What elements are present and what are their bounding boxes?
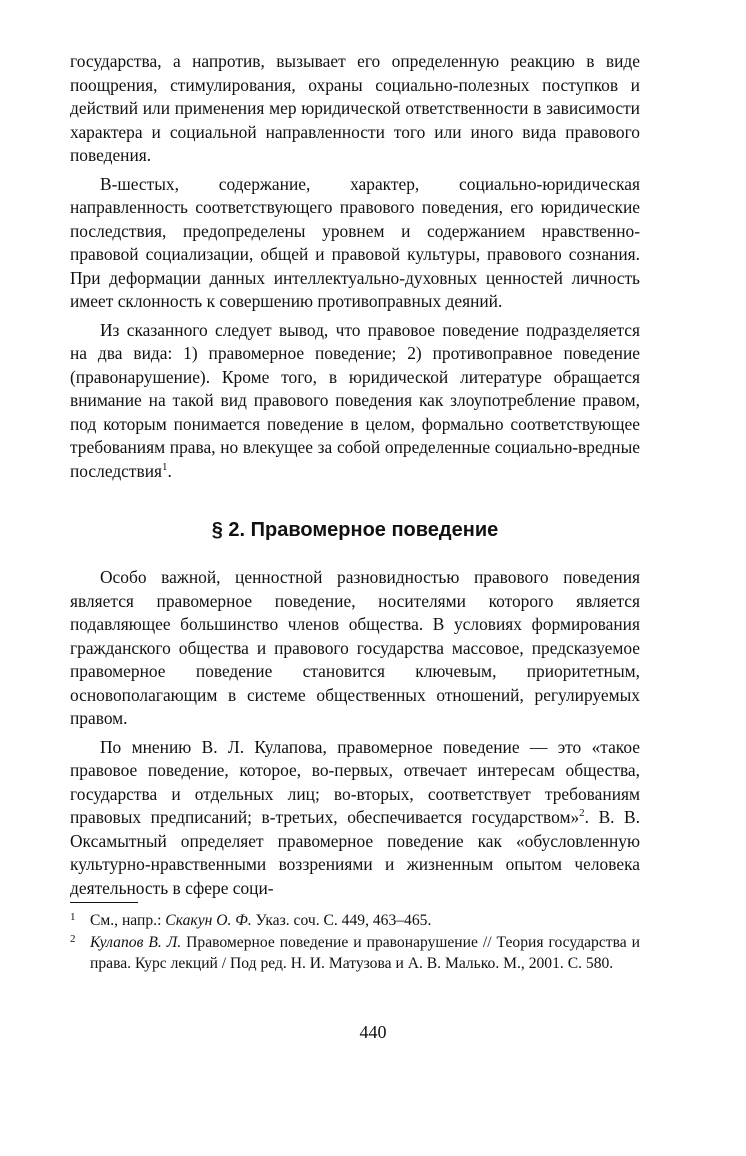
footnote-ref-2: 2 — [579, 807, 585, 820]
paragraph-2: В-шестых, содержание, характер, социально-юридическая направленность соответствующего правового поведения, его юридические последствия, предопределены уровнем и содержанием нравственно-правовой социализации, общей и правовой культуры, правового сознания. При деформации данных интеллектуально-духовных ценностей личность имеет склонность к совершению противоправных деяний. — [70, 173, 640, 311]
footnote-author: Кулапов В. Л. — [90, 933, 182, 951]
paragraph-5-text-a: По мнению В. Л. Кулапова, правомерное поведение — это «такое правовое поведение, которое, во-первых, отвечает интересам общества, государства и отдельных лиц; во-вторых, соответствует требованиям правовых предписаний; в-третьих, обеспечивается государством» — [70, 736, 640, 827]
paragraph-3-text: Из сказанного следует вывод, что правовое поведение подразделяется на два вида: 1) правомерное поведение; 2) противоправное поведение (правонарушение). Кроме того, в юридической литературе обращается внимание на такой вид правового поведения как злоупотребление правом, под которым понимается поведение в целом, формально соответствующее требованиям права, но влекущее за собой определенные социально-вредные последствия — [70, 319, 640, 481]
paragraph-5 — [70, 736, 640, 901]
footnote-1 — [70, 910, 640, 932]
footnote-2 — [70, 932, 640, 975]
footnote-author: Скакун О. Ф. — [165, 912, 252, 929]
footnote-divider — [70, 902, 138, 903]
paragraph-5-text-b: . В. В. Оксамытный определяет правомерное поведение как «обусловленную культурно-нравственными воззрениями и жизненным опытом человека деятельность в сфере соци- — [70, 807, 640, 898]
paragraph-3-end: . — [167, 460, 172, 481]
footnote-text: Указ. соч. С. 449, 463–465. — [251, 912, 432, 929]
section-heading: § 2. Правомерное поведение — [211, 519, 499, 541]
footnotes — [70, 910, 640, 975]
footnote-number: 2 — [70, 932, 76, 945]
footnote-prefix: См., напр.: — [90, 912, 166, 929]
paragraph-1: государства, а напротив, вызывает его определенную реакцию в виде поощрения, стимулирования, охраны социально-полезных поступков и действий или применения мер юридической ответственности в зависимости характера и социальной направленности того или иного вида правового поведения. — [70, 51, 640, 165]
footnote-number: 1 — [70, 911, 76, 923]
page-number: 440 — [359, 1022, 387, 1042]
footnote-text: Правомерное поведение и правонарушение // Теория государства и права. Курс лекций / Под ред. Н. И. Матузова и А. В. Малько. М., 2001. С. 580. — [90, 933, 640, 972]
paragraph-3 — [70, 319, 640, 484]
footnote-ref-1: 1 — [162, 460, 168, 473]
paragraph-4: Особо важной, ценностной разновидностью правового поведения является правомерное поведение, носителями которого является подавляющее большинство членов общества. В условиях формирования гражданского общества и правового государства массовое, предсказуемое правомерное поведение становится ключевым, приоритетным, основополагающим в системе общественных отношений, регулируемых правом. — [70, 567, 640, 728]
page-body — [70, 50, 640, 900]
